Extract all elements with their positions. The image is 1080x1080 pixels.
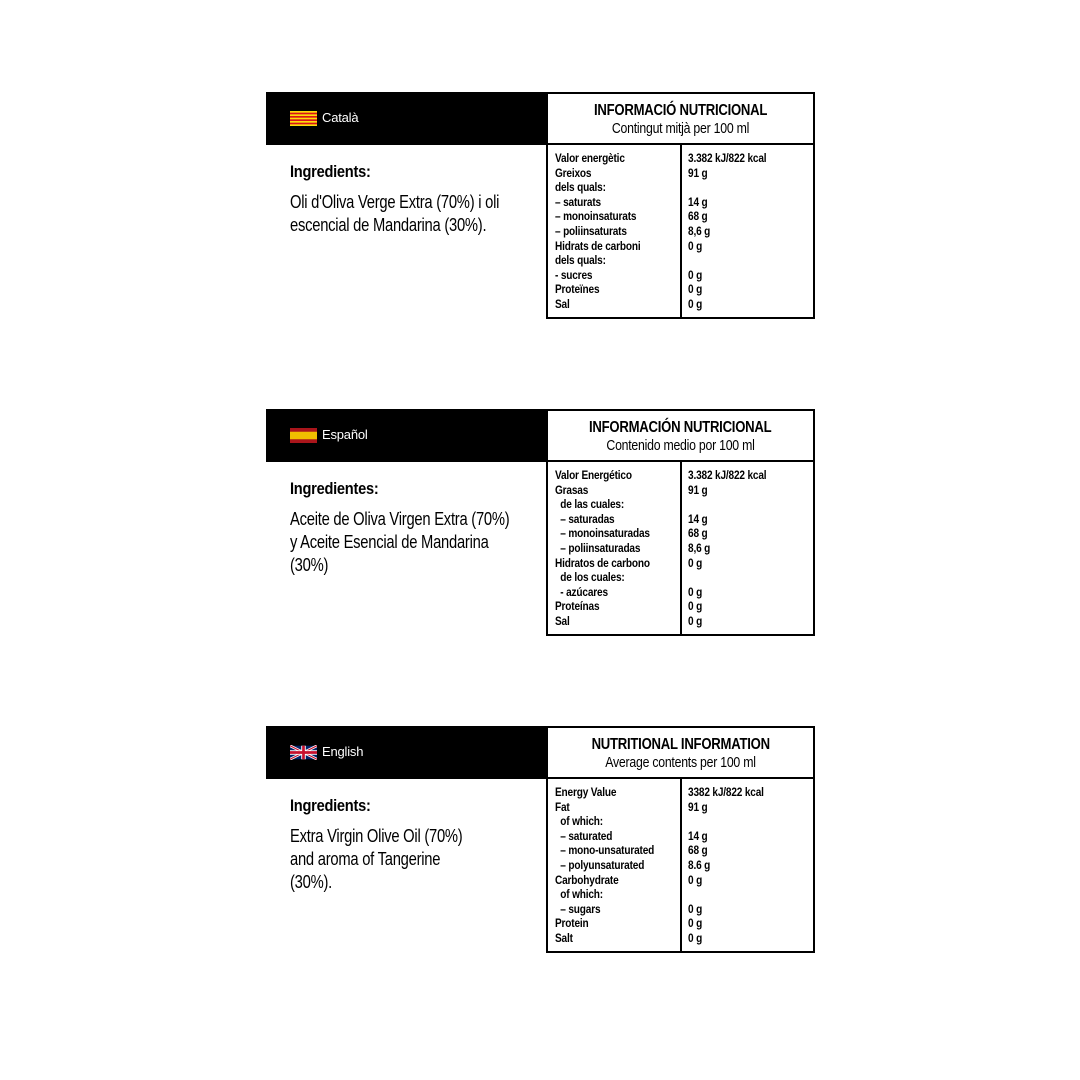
ingredients-text: Aceite de Oliva Virgen Extra (70%) y Aceite Esencial de Mandarina (30%) — [290, 509, 510, 575]
nutrient-label: Grasas — [555, 482, 589, 497]
nutrition-title: INFORMACIÓN NUTRICIONAL — [589, 419, 772, 436]
nutrient-label: dels quals: — [555, 253, 606, 268]
language-bar — [266, 409, 548, 462]
nutrient-value — [688, 497, 793, 512]
nutrient-value: 91 g — [688, 799, 708, 814]
nutrient-label: Greixos — [555, 165, 592, 180]
column-divider — [680, 462, 682, 634]
language-name: Español — [322, 427, 368, 442]
ingredients-block — [290, 479, 530, 577]
nutrient-value: 8.6 g — [688, 857, 711, 872]
nutrient-labels — [555, 151, 679, 312]
nutrient-value: 0 g — [688, 555, 703, 570]
nutrient-label: Hidrats de carboni — [555, 238, 641, 253]
ingredients-title: Ingredients: — [290, 796, 371, 815]
nutrient-value: 14 g — [688, 828, 708, 843]
nutrient-value: 0 g — [688, 296, 703, 311]
label-section-catalan — [266, 92, 815, 319]
nutrient-value: 3382 kJ/822 kcal — [688, 785, 764, 799]
nutrition-table — [546, 92, 815, 319]
nutrient-value — [688, 253, 793, 268]
nutrient-value: 0 g — [688, 584, 703, 599]
nutrition-table — [546, 409, 815, 636]
nutrient-values — [688, 785, 813, 946]
nutrient-label: de los cuales: — [555, 570, 625, 585]
spain-flag-icon — [290, 428, 317, 443]
language-name: English — [322, 744, 364, 759]
nutrient-label: – mono-unsaturated — [555, 843, 655, 858]
nutrient-label: Sal — [555, 296, 570, 311]
nutrient-label: Carbohydrate — [555, 872, 619, 887]
ingredients-block — [290, 162, 530, 237]
language-name: Català — [322, 110, 359, 125]
nutrition-header — [548, 728, 813, 779]
nutrient-value: 0 g — [688, 930, 703, 945]
catalonia-flag-icon — [290, 111, 317, 126]
nutrient-label: – monoinsaturats — [555, 209, 637, 224]
nutrient-value: 68 g — [688, 209, 708, 224]
nutrient-value: 91 g — [688, 165, 708, 180]
nutrition-table — [546, 726, 815, 953]
nutrient-label: Hidratos de carbono — [555, 555, 650, 570]
nutrient-value: 91 g — [688, 482, 708, 497]
nutrient-value: 3.382 kJ/822 kcal — [688, 151, 767, 165]
nutrient-value: 0 g — [688, 901, 703, 916]
uk-flag-icon — [290, 745, 317, 760]
nutrition-subtitle: Contingut mitjà per 100 ml — [611, 120, 750, 137]
nutrient-label: - sucres — [555, 267, 593, 282]
nutrient-label: – polyunsaturated — [555, 857, 645, 872]
nutrient-value — [688, 887, 793, 902]
nutrient-value: 0 g — [688, 872, 703, 887]
nutrient-label: Salt — [555, 930, 573, 945]
column-divider — [680, 145, 682, 317]
label-section-spanish — [266, 409, 815, 636]
nutrient-label: – poliinsaturadas — [555, 540, 641, 555]
nutrition-body — [548, 462, 813, 634]
label-section-english — [266, 726, 815, 953]
nutrient-label: Protein — [555, 916, 589, 931]
nutrient-value: 68 g — [688, 843, 708, 858]
nutrient-labels — [555, 468, 679, 629]
nutrient-label: Proteínas — [555, 599, 600, 614]
nutrient-value: 8,6 g — [688, 540, 711, 555]
nutrient-value: 3.382 kJ/822 kcal — [688, 468, 767, 482]
nutrient-label: – poliinsaturats — [555, 223, 627, 238]
nutrient-label: – sugars — [555, 901, 601, 916]
nutrition-subtitle: Average contents per 100 ml — [605, 754, 756, 771]
nutrient-values — [688, 468, 813, 629]
nutrition-title: INFORMACIÓ NUTRICIONAL — [593, 102, 768, 119]
nutrition-title: NUTRITIONAL INFORMATION — [591, 736, 770, 753]
ingredients-text: Oli d'Oliva Verge Extra (70%) i oli escencial de Mandarina (30%). — [290, 192, 500, 235]
nutrient-value — [688, 180, 793, 195]
nutrient-value — [688, 814, 793, 829]
nutrient-label: Valor Energético — [555, 468, 632, 482]
nutrient-label: Energy Value — [555, 785, 617, 799]
nutrition-body — [548, 779, 813, 951]
ingredients-block — [290, 796, 530, 894]
nutrient-label: – saturats — [555, 194, 601, 209]
nutrient-label: Fat — [555, 799, 570, 814]
nutrient-label: - azúcares — [555, 584, 608, 599]
nutrient-value: 0 g — [688, 916, 703, 931]
nutrient-label: – saturadas — [555, 511, 615, 526]
nutrient-value: 0 g — [688, 599, 703, 614]
nutrient-label: of which: — [555, 887, 603, 902]
nutrient-label: de las cuales: — [555, 497, 625, 512]
nutrient-value: 0 g — [688, 238, 703, 253]
ingredients-title: Ingredients: — [290, 162, 371, 181]
nutrient-label: – monoinsaturadas — [555, 526, 650, 541]
nutrient-value: 0 g — [688, 613, 703, 628]
nutrient-label: Valor energètic — [555, 151, 625, 165]
nutrient-values — [688, 151, 813, 312]
nutrition-header — [548, 411, 813, 462]
nutrient-label: – saturated — [555, 828, 613, 843]
nutrient-labels — [555, 785, 679, 946]
nutrition-body — [548, 145, 813, 317]
nutrient-label: of which: — [555, 814, 603, 829]
ingredients-text: Extra Virgin Olive Oil (70%) and aroma of Tangerine (30%). — [290, 826, 463, 892]
nutrient-value: 14 g — [688, 511, 708, 526]
nutrient-value: 8,6 g — [688, 223, 711, 238]
ingredients-title: Ingredientes: — [290, 479, 379, 498]
nutrition-subtitle: Contenido medio por 100 ml — [606, 437, 755, 454]
language-bar — [266, 726, 548, 779]
nutrient-label: dels quals: — [555, 180, 606, 195]
language-bar — [266, 92, 548, 145]
nutrient-label: Proteïnes — [555, 282, 600, 297]
column-divider — [680, 779, 682, 951]
nutrient-value — [688, 570, 793, 585]
nutrient-value: 14 g — [688, 194, 708, 209]
nutrient-value: 68 g — [688, 526, 708, 541]
nutrient-label: Sal — [555, 613, 570, 628]
nutrition-header — [548, 94, 813, 145]
nutrient-value: 0 g — [688, 282, 703, 297]
nutrient-value: 0 g — [688, 267, 703, 282]
